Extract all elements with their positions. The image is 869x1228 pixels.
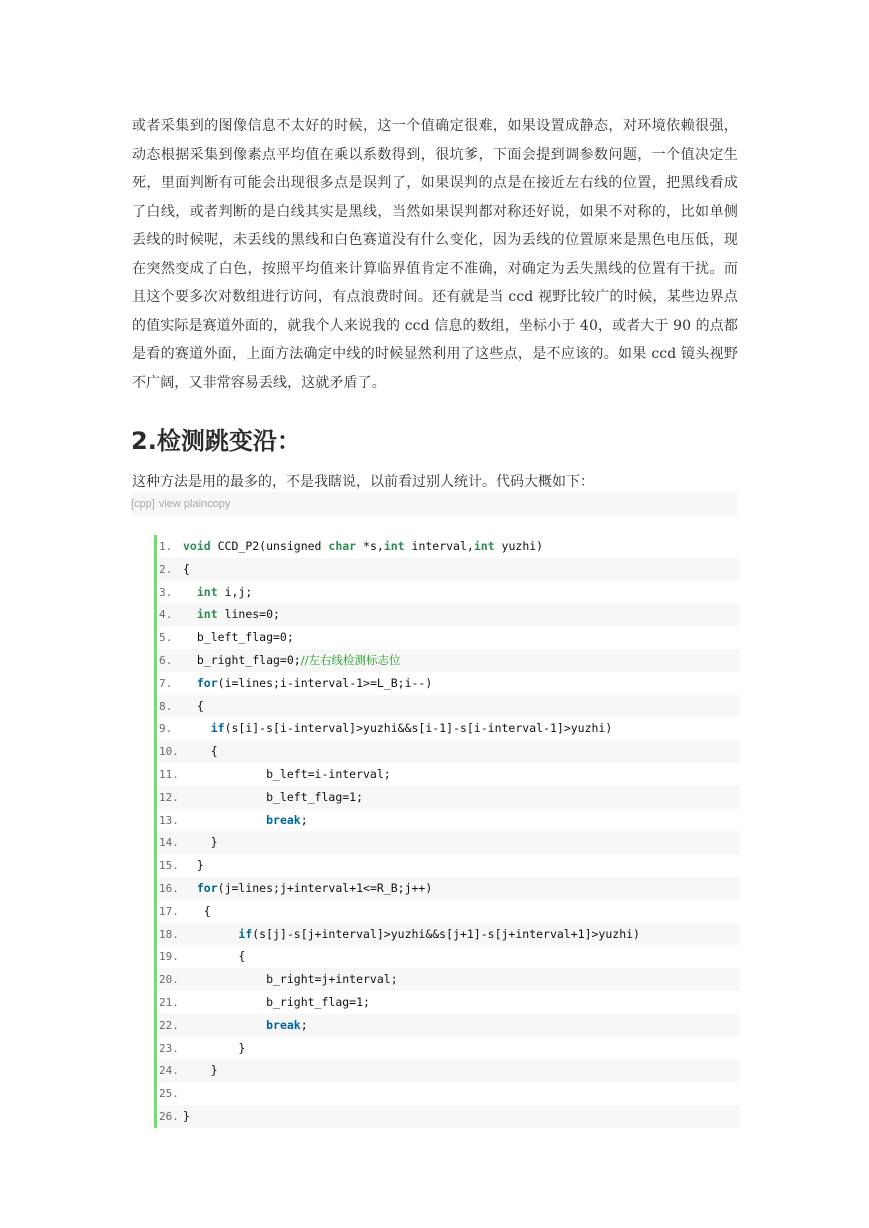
code-token: interval, [404,539,474,553]
code-token: { [183,949,246,964]
code-line [157,558,740,581]
code-text [183,581,252,604]
line-number: 5. [159,631,173,645]
code-line [157,740,740,763]
code-line [157,695,740,718]
code-keyword: if [210,721,225,736]
code-line [157,991,740,1014]
code-keyword: int [196,584,218,599]
code-token: } [183,1040,246,1055]
code-token: (j=lines;j+interval+1<=R_B;j++) [217,880,433,895]
code-token: b_left_flag=1; [183,789,364,804]
code-text [183,1059,218,1082]
code-token: } [183,835,218,850]
code-token: CCD_P2(unsigned [210,539,329,553]
line-number: 9. [159,722,173,736]
code-line [157,626,740,649]
code-token [183,1018,266,1032]
code-text [183,786,363,809]
code-text [183,877,432,900]
code-text [183,1014,308,1037]
code-keyword: void [183,539,211,553]
code-token: b_left_flag=0; [183,630,294,645]
code-token: { [183,561,190,576]
code-keyword: int [383,539,405,553]
code-line [157,1059,740,1082]
line-number: 19. [159,950,179,964]
code-line [157,923,740,946]
code-text [183,717,612,740]
code-text [183,603,280,626]
code-line [157,1037,740,1060]
code-text [183,968,398,991]
code-line [157,854,740,877]
code-text [183,809,308,832]
code-line [157,809,740,832]
line-number: 24. [159,1064,179,1078]
code-token: { [183,698,204,713]
code-text [183,923,640,946]
code-language-label: [cpp] [131,498,155,510]
code-token: i,j; [217,584,253,599]
code-toolbar [131,492,737,516]
code-comment: //左右线检测标志位 [300,652,401,667]
code-keyword: int [473,539,495,553]
line-number: 6. [159,653,173,667]
code-text [183,740,218,763]
line-number: 18. [159,927,179,941]
code-token: } [183,858,204,873]
code-token: b_left=i-interval; [183,766,391,781]
code-line [157,1082,740,1105]
code-token: (i=lines;i-interval-1>=L_B;i--) [217,675,433,690]
line-number: 1. [159,540,173,553]
code-line [157,1014,740,1037]
code-line [157,717,740,740]
code-keyword: char [328,539,357,553]
code-token: yuzhi) [494,539,544,553]
code-token [183,721,211,735]
code-token: lines=0; [217,607,280,622]
code-text [183,945,245,968]
code-line [157,900,740,923]
line-number: 10. [159,745,179,759]
intro-text: 这种方法是用的最多的，不是我瞎说，以前看过别人统计。代码大概如下： [132,474,594,490]
line-number: 17. [159,904,179,918]
code-line [157,649,740,672]
code-keyword: if [238,926,253,941]
code-text [183,695,204,718]
line-number: 14. [159,836,179,850]
code-text [183,558,190,581]
code-text [183,1105,190,1128]
line-number: 26. [159,1109,179,1123]
code-token: (s[j]-s[j+interval]>yuzhi&&s[j+1]-s[j+interval+1]>yuzhi) [252,926,640,941]
code-token [183,881,197,895]
line-number: 3. [159,585,173,599]
code-token [183,927,238,941]
code-line [157,945,740,968]
code-keyword: break [266,812,301,827]
line-number: 15. [159,859,179,873]
line-number: 21. [159,995,179,1009]
code-keyword: for [196,880,218,895]
copy-link[interactable]: copy [207,498,231,510]
code-token: b_right_flag=0; [183,652,301,667]
code-token [183,676,197,690]
code-line [157,877,740,900]
code-text [183,900,211,923]
code-token: *s, [356,539,384,553]
code-text [183,672,432,695]
code-line [157,1105,740,1128]
code-token: b_right=j+interval; [183,972,398,987]
code-keyword: break [266,1017,301,1032]
line-number: 13. [159,813,179,827]
line-number: 12. [159,790,179,804]
code-text [183,1037,245,1060]
code-block [154,535,740,1128]
code-keyword: int [196,607,218,622]
code-token [183,607,197,621]
code-text [183,991,370,1014]
line-number: 11. [159,767,179,781]
line-number: 23. [159,1041,179,1055]
code-token [183,813,266,827]
line-number: 8. [159,699,173,713]
line-number: 25. [159,1087,179,1101]
code-keyword: for [196,675,218,690]
code-text [183,831,218,854]
code-line [157,603,740,626]
code-line [157,535,740,558]
line-number: 22. [159,1018,179,1032]
line-number: 2. [159,562,173,576]
code-text [183,626,294,649]
code-token: (s[i]-s[i-interval]>yuzhi&&s[i-1]-s[i-interval-1]>yuzhi) [224,721,613,736]
code-text [183,535,543,558]
code-line [157,672,740,695]
view-plain-link[interactable]: view plain [158,498,208,510]
code-token: { [183,903,211,918]
code-token: { [183,744,218,759]
line-number: 16. [159,881,179,895]
code-token: } [183,1063,218,1078]
code-line [157,786,740,809]
code-token: ; [300,812,308,827]
code-line [157,831,740,854]
code-token: } [183,1108,190,1123]
code-text [183,649,400,672]
code-line [157,763,740,786]
code-text [183,763,391,786]
section-heading: 2.检测跳变沿： [131,427,301,455]
code-token: ; [300,1017,308,1032]
line-number: 20. [159,973,179,987]
code-line [157,968,740,991]
code-text [183,854,204,877]
code-token [183,585,197,599]
code-token: b_right_flag=1; [183,994,370,1009]
code-line [157,581,740,604]
line-number: 4. [159,608,173,622]
body-paragraph: 或者采集到的图像信息不太好的时候，这一个值确定很难，如果设置成静态，对环境依赖很强，动态根据采集到像素点平均值在乘以系数得到，很坑爹，下面会提到调参数问题，一个值决定生死，里面判断有可能会出现很多点是误判了，如果误判的点是在接近左右线的位置，把黑线看成了白线，或者判断的是白线其实是黑线，当然如果误判都对称还好说，如果不对称的，比如单侧丢线的时候呢，未丢线的黑线和白色赛道没有什么变化，因为丢线的位置原来是黑色电压低，现在突然变成了白色，按照平均值来计算临界值肯定不准确，对确定为丢失黑线的位置有干扰。而且这个要多次对数组进行访问，有点浪费时间。还有就是当 ccd 视野比较广的时候，某些边界点的值实际是赛道外面的，就我个人来说我的 ccd 信息的数组，坐标小于 40，或者大于 90 的点都是看的赛道外面，上面方法确定中线的时候显然利用了这些点，是不应该的。如果 ccd 镜头视野不广阔，又非常容易丢线，这就矛盾了。 [132,118,738,391]
line-number: 7. [159,676,173,690]
